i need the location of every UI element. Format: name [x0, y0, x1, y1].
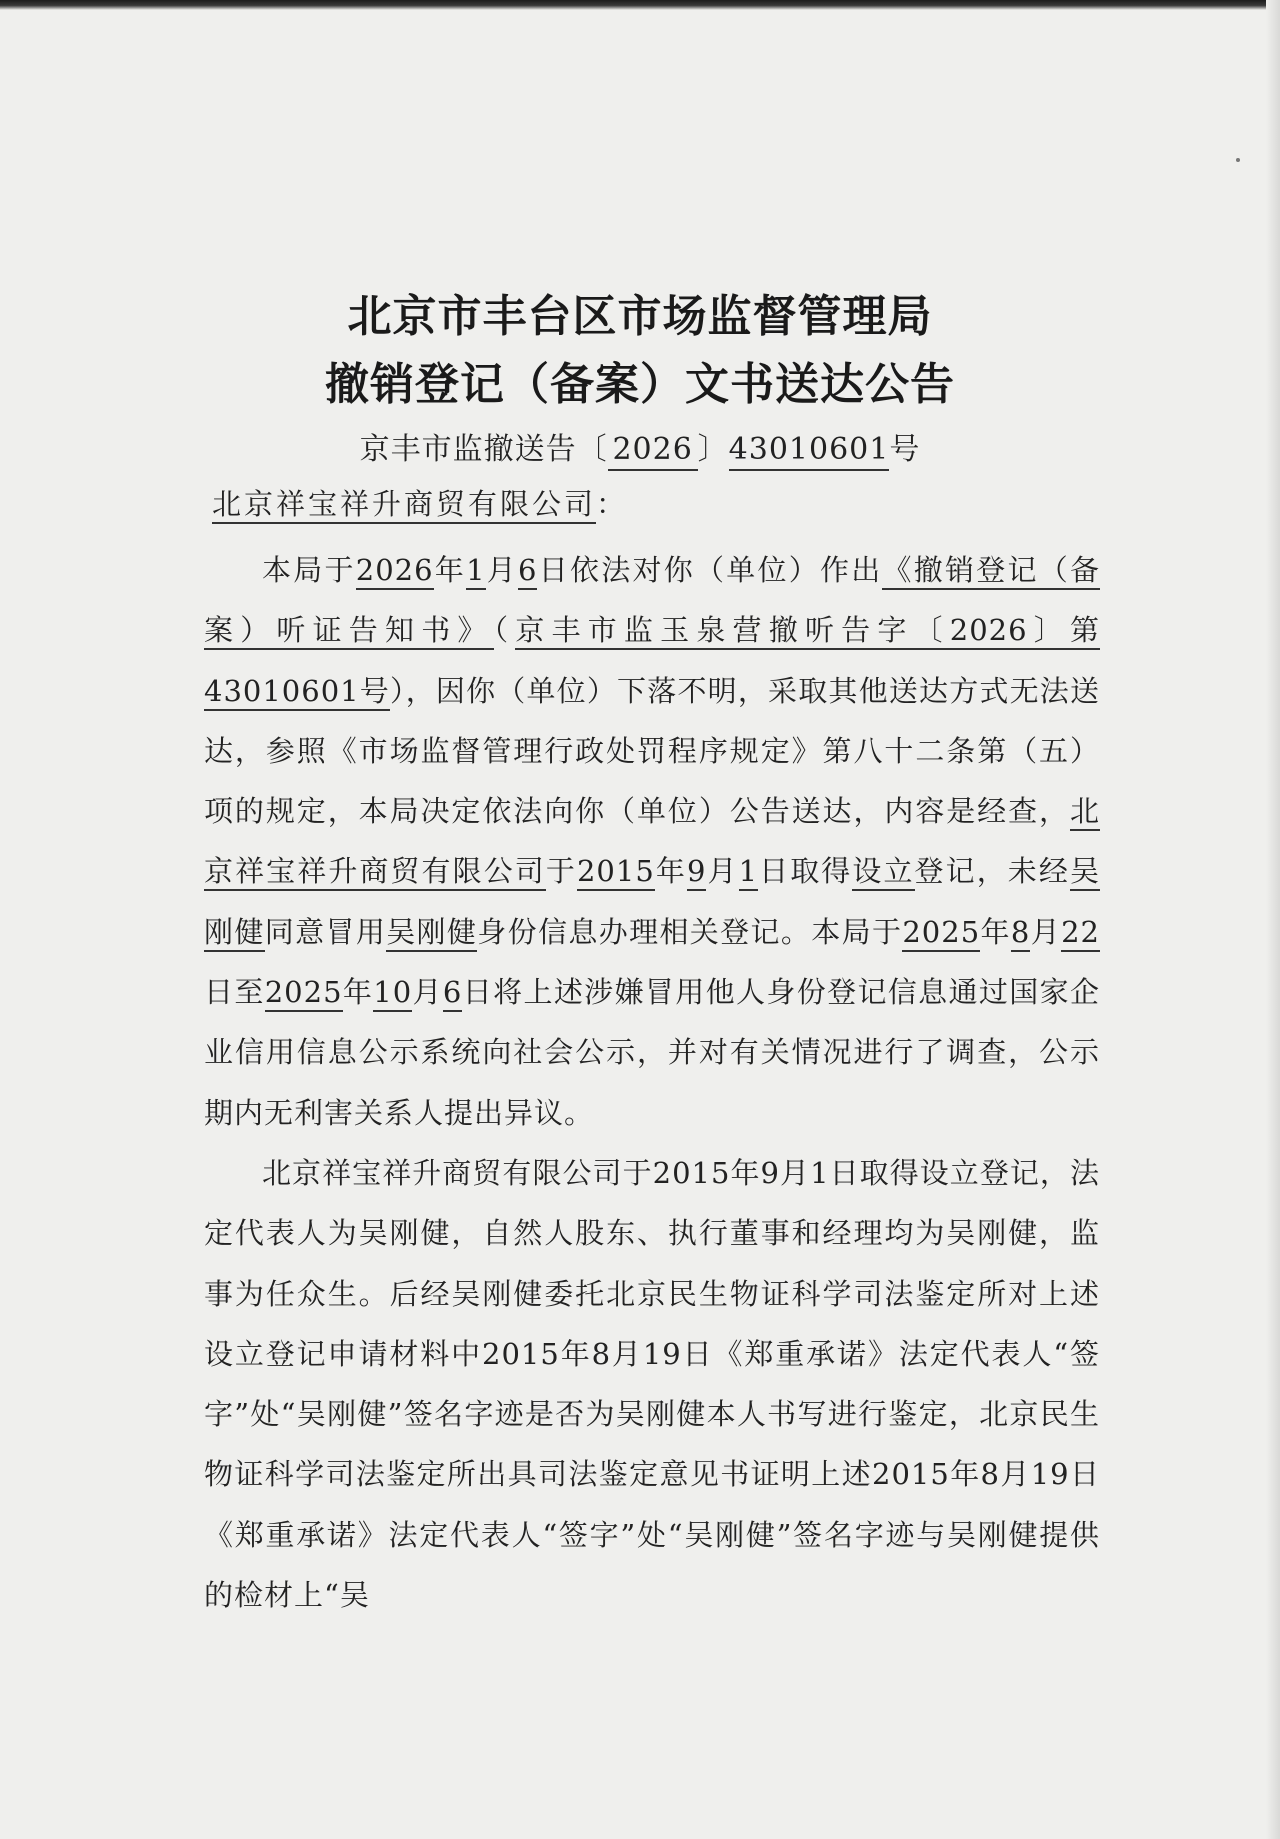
doc-number-suffix: 号 [889, 432, 921, 467]
decision-month: 1 [466, 553, 485, 590]
p1-text: ），因你（单位）下落不明，采取其他送达方式无法送达，参照《市场监督管理行政处罚程序规定》第八十二条第（五）项的规定，本局决定依法向你（单位）公告送达，内容是经查， [204, 673, 1100, 829]
p1-text: 月 [706, 854, 739, 889]
registration-day: 1 [739, 854, 758, 891]
publicity-start-month: 8 [1011, 915, 1030, 952]
notice-reference: 京丰市监玉泉营撤听告字〔2026〕第43010601号 [204, 613, 1100, 710]
p1-text: 日将上述涉嫌冒用他人身份登记信息通过国家企业信用信息公示系统向社会公示，并对有关情况进行了调查，公示期内无利害关系人提出异议。 [204, 975, 1100, 1130]
doc-number-prefix: 京丰市监撤送告〔 [359, 432, 608, 467]
addressee-colon: ： [596, 487, 629, 521]
p1-text: （ [493, 613, 516, 648]
addressee-company: 北京祥宝祥升商贸有限公司 [212, 487, 596, 524]
decision-year: 2026 [356, 553, 434, 590]
doc-number-serial: 43010601 [729, 433, 890, 471]
p1-text: 登记，未经 [914, 854, 1070, 889]
p1-text: 年 [980, 914, 1011, 949]
person-name: 吴刚健 [204, 854, 1100, 951]
p1-text: 日依法对你（单位）作出 [537, 553, 883, 587]
person-name: 吴刚健 [386, 915, 477, 952]
p1-text: 月 [412, 975, 443, 1010]
p1-text: 同意冒用 [264, 914, 387, 949]
p1-text: 日至 [204, 975, 265, 1010]
company-name: 北京祥宝祥升商贸有限公司 [204, 794, 1100, 891]
notice-body [204, 540, 1100, 1625]
p1-text: 本局于 [262, 553, 356, 587]
scan-speck [1236, 158, 1240, 162]
registration-type: 设立 [852, 854, 914, 891]
decision-day: 6 [518, 553, 537, 590]
doc-number-year: 2026 [608, 433, 698, 471]
registration-year: 2015 [577, 854, 655, 891]
notice-name: 《撤销登记（备案）听证告知书》 [204, 553, 1100, 650]
title-agency: 北京市丰台区市场监督管理局 [347, 291, 933, 342]
doc-number-middle: 〕 [697, 432, 729, 467]
publicity-end-year: 2025 [265, 975, 343, 1012]
p1-text: 于 [545, 854, 577, 889]
p1-text: 年 [342, 975, 374, 1010]
publicity-start-day: 22 [1061, 915, 1100, 952]
p1-text: 年 [433, 553, 467, 587]
p1-text: 日取得 [758, 854, 853, 889]
registration-month: 9 [687, 854, 706, 891]
document-number [0, 424, 1280, 471]
publicity-end-day: 6 [443, 975, 462, 1012]
p1-text: 身份信息办理相关登记。本局于 [477, 914, 903, 949]
publicity-start-year: 2025 [902, 915, 980, 952]
title-notice-type: 撤销登记（备案）文书送达公告 [325, 359, 955, 410]
paragraph-findings: 北京祥宝祥升商贸有限公司于2015年9月1日取得设立登记，法定代表人为吴刚健，自然人股东、执行董事和经理均为吴刚健，监事为任众生。后经吴刚健委托北京民生物证科学司法鉴定所对上述设立登记申请材料中2015年8月19日《郑重承诺》法定代表人“签字”处“吴刚健”签名字迹是否为吴刚健本人书写进行鉴定，北京民生物证科学司法鉴定所出具司法鉴定意见书证明上述2015年8月19日《郑重承诺》法定代表人“签字”处“吴刚健”签名字迹与吴刚健提供的检材上“吴 [204, 1155, 1100, 1613]
publicity-end-month: 10 [373, 975, 412, 1012]
p1-text: 年 [654, 854, 687, 889]
paragraph-decision [204, 540, 1100, 1143]
p1-text: 月 [485, 553, 519, 587]
addressee [212, 482, 628, 523]
p1-text: 月 [1030, 914, 1062, 949]
